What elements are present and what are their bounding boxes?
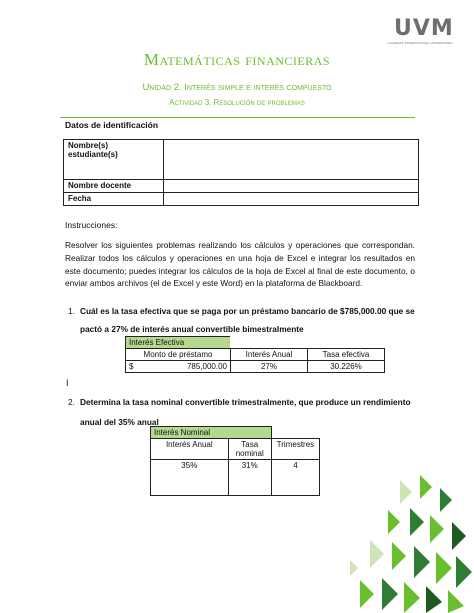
loan-amount-cell[interactable]: 785,000.00 [147,361,231,373]
student-name-field[interactable] [164,140,419,180]
nominal-rate-cell[interactable]: 31% [228,460,271,496]
question-1-number: 1. [68,306,75,316]
effective-rate-col-header: Tasa efectiva [308,349,385,361]
annual-interest-cell[interactable]: 27% [231,361,308,373]
identification-heading: Datos de identificación [65,120,159,130]
student-name-label: Nombre(s) estudiante(s) [64,140,164,180]
question-1 [68,302,415,338]
annual-interest-col-header-2: Interés Anual [151,439,229,460]
activity-subtitle: Actividad 3. Resolución de problemas [169,98,305,107]
annual-interest-col-header: Interés Anual [231,349,308,361]
nominal-rate-header: Interés Nominal [151,427,272,439]
nominal-rate-table [150,426,320,496]
document-title: Matemáticas financieras [143,50,331,69]
instructions-heading: Instrucciones: [65,220,118,230]
nominal-rate-col-header: Tasa nominal [228,439,271,460]
currency-symbol: $ [126,361,148,373]
effective-rate-table [125,336,385,373]
quarters-cell[interactable]: 4 [271,460,319,496]
logo-tagline: LAUREATE INTERNATIONAL UNIVERSITIES [387,41,453,45]
question-2-number: 2. [68,397,75,407]
header-divider [60,117,415,118]
question-1-text: Cuál es la tasa efectiva que se paga por un préstamo bancario de $785,000.00 que se pactó a 27% de interés anual convertible bimestralmente [80,306,415,334]
uvm-logo: UVM [394,16,454,41]
text-cursor-mark: I [66,378,69,388]
quarters-col-header: Trimestres [271,439,319,460]
teacher-name-field[interactable] [164,180,419,193]
unit-subtitle: Unidad 2. Interés simple e interés compuesto [142,82,332,93]
question-2-text: Determina la tasa nominal convertible trimestralmente, que produce un rendimiento anual del 35% anual [80,397,411,427]
effective-rate-cell[interactable]: 30.226% [308,361,385,373]
loan-amount-col-header: Monto de préstamo [126,349,231,361]
effective-rate-header: Interés Efectiva [126,337,231,349]
annual-rate-cell[interactable]: 35% [151,460,229,496]
instructions-text: Resolver los siguientes problemas realizando los cálculos y operaciones que correspondan. Realizar todos los cálculos y operaciones en una hoja de Excel e integrar los resultados en este documento; puedes integrar los cálculos de la hoja de Excel al final de este documento, o enviar ambos archivos (el de Excel y este Word) en la plataforma de Blackboard. [65,240,415,289]
identification-table [63,139,419,206]
decorative-triangles-pattern [340,470,474,613]
date-label: Fecha [64,193,164,206]
date-field[interactable] [164,193,419,206]
teacher-name-label: Nombre docente [64,180,164,193]
